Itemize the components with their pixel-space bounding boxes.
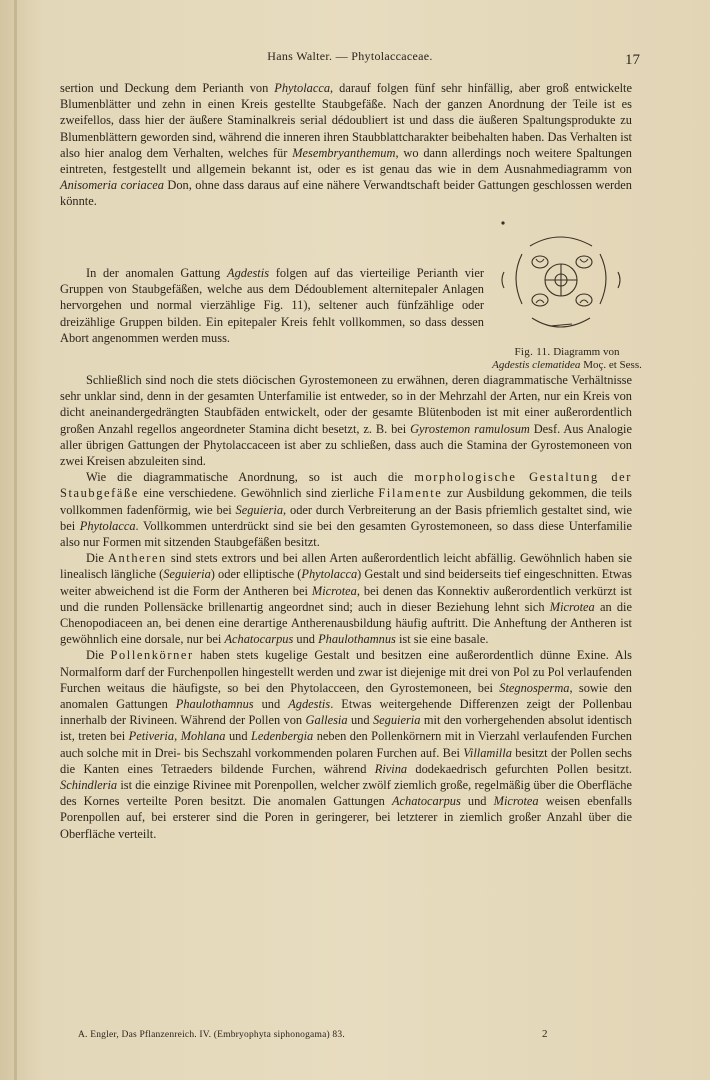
paragraph-antheren: Die Antheren sind stets extrors und bei allen Arten außerordentlich leicht abfällig. Gewöhnlich haben sie linealisch längliche (Seguieria) oder elliptische (Phytolacca) Gestalt und sind beiderseits tief eingeschnitten. Etwas weiter abweichend ist die Form der Antheren bei Microtea, bei denen das Konnektiv außerordentlich verkürzt ist und die runden Pollensäcke brillenartig angeordnet sind; auch in dieser Beziehung lehnt sich Microtea an die Chenopodiaceen an, bei denen eine derartige Antherenausbildung häufig auftritt. Die Anheftung der Antheren ist gewöhnlich eine dorsale, nur bei Achatocarpus und Phaulothamnus ist sie eine basale.	[60, 551, 632, 647]
page-header	[60, 48, 640, 72]
paragraph-agdestis: In der anomalen Gattung Agdestis folgen auf das vierteilige Perianth vier Gruppen von Staubgefäßen, welche aus dem Dédoublement alternitepaler Anlagen hervorgehen und normal vierzählige Fig. 11), seltener auch fünfzählige oder dreizählige Gruppen bilden. Ein epitepaler Kreis fehlt vollkommen, so dass dessen Abort angenommen werden muss.	[60, 266, 484, 345]
floral-diagram	[500, 220, 632, 344]
paragraph-pollenkoerner: Die Pollenkörner haben stets kugelige Gestalt und besitzen eine außerordentlich dünne Exine. Als Normalform darf der Furchenpollen hingestellt werden und zwar ist diejenige mit drei von Pol zu Pol verlaufenden Furchen weitaus die häufigste, so bei den Phytolacceen, den Gyrostemoneen, bei Stegnosperma, sowie den anomalen Gattungen Phaulothamnus und Agdestis. Etwas weitergehende Differenzen zeigt der Pollenbau innerhalb der Rivineen. Während der Pollen von Gallesia und Seguieria mit den vorhergehenden absolut identisch ist, treten bei Petiveria, Mohlana und Ledenbergia neben den Pollenkörnern mit in Vierzahl verlaufenden Furchen auch solche mit in Drei- bis Sechszahl vorkommenden polaren Furchen auf. Bei Villamilla besitzt der Pollen sechs die Kanten eines Tetraeders bildende Furchen, während Rivina dodekaedrisch gefurchten Pollen besitzt. Schindleria ist die einzige Rivinee mit Porenpollen, welcher zwölf ziemlich große, regelmäßig über die Oberfläche des Kornes verteilte Poren besitzt. Die anomalen Gattungen Achatocarpus und Microtea weisen ebenfalls Porenpollen auf, bei ersterer sind die Poren in geringerer, bei letzterer in ziemlich großer Anzahl über die Oberfläche verteilt.	[60, 648, 633, 841]
figure-label: Fig. 11.	[514, 346, 551, 358]
page-binding-edge	[14, 0, 17, 1080]
page-number: 17	[625, 52, 640, 68]
footer-citation: A. Engler, Das Pflanzenreich. IV. (Embryophyta siphonogama) 83.	[78, 1030, 345, 1040]
signature-mark: 2	[542, 1028, 548, 1040]
figure-caption: Fig. 11. Diagramm von Agdestis clematidea Moç. et Sess.	[492, 346, 642, 371]
figure-species: Agdestis clematidea	[492, 359, 581, 371]
text-body	[60, 372, 632, 842]
paragraph-gyrostemoneen: Schließlich sind noch die stets diöcischen Gyrostemoneen zu erwähnen, deren diagrammatische Verhältnisse sehr unklar sind, denn in der gesamten Unterfamilie ist entweder, so in der Mehrzahl der Arten, nur ein Kreis von dicht aneinandergedrängten Staubfäden entwickelt, oder der gesamte Blütenboden ist mit einer außerordentlich großen Anzahl regellos angeordneter Stamina dicht besetzt, z. B. bei Gyrostemon ramulosum Desf. Aus Analogie aller übrigen Gattungen der Phytolaccaceen ist aber zu schließen, dass auch die Stamina der Gyrostemoneen von zwei Kreisen abzuleiten sind.	[60, 373, 632, 469]
paragraph-perianth-continued: sertion und Deckung dem Perianth von Phytolacca, darauf folgen fünf sehr hinfällig, aber groß entwickelte Blumenblätter und zehn in einen Kreis gestellte Staubgefäße. Nach der ganzen Anordnung der Teile ist es zweifellos, dass hier der äußere Staminalkreis serial dédoubliert ist und dass die äußeren Spaltungsprodukte zu Blumenblättern geworden sind, während die inneren ihren Staubblattcharakter beibehalten haben. Das Verhalten ist also hier analog dem Verhalten, welches für Mesembryanthemum, wo dann allerdings noch weitere Spaltungen eintreten, festgestellt und allgemein bekannt ist, oder es ist genau das wie in dem Ausnahmediagramm von Anisomeria coriacea Don, ohne dass daraus auf eine nähere Verwandtschaft beider Gattungen geschlossen werden könnte.	[60, 81, 633, 209]
paragraph-morphologie: Wie die diagrammatische Anordnung, so ist auch die morphologische Gestaltung der Staubgefäße eine verschiedene. Gewöhnlich sind zierliche Filamente zur Ausbildung gekommen, die teils vollkommen fadenförmig, wie bei Seguieria, oder durch Verbreiterung an der Basis pfriemlich gestaltet sind, wie bei Phytolacca. Vollkommen unterdrückt sind sie bei den gesamten Gyrostemoneen, so dass diese Unterfamilie also nur Formen mit sitzenden Staubgefäßen besitzt.	[60, 470, 632, 550]
figure-11	[492, 220, 642, 372]
running-head: Hans Walter. — Phytolaccaceae.	[267, 49, 433, 63]
